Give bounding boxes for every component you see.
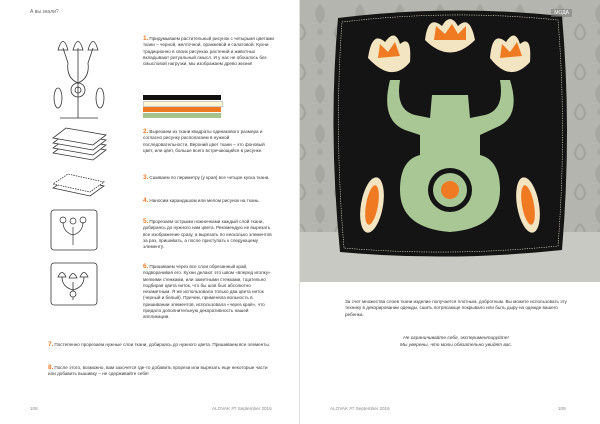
swatch-black: [143, 95, 221, 100]
step-2: 2.Вырезаем из ткани квадраты одинакового размера и согласно рисунку располагаем в нужной последовательности. Верхний цвет ткани – это фоновый цвет, или цвет, больше всего встречающийся в рисунке.: [143, 128, 265, 153]
step-4: 4.Наносим карандашом или мелом рисунок на ткань.: [143, 197, 260, 204]
step-7: 7.Постепенно прорезаем нужные слои ткани, добираясь до нужного цвета. Пришиваем все элементы.: [48, 341, 270, 348]
sketch-drawn-pattern: [48, 207, 103, 255]
step-6: 6.Пришиваем через все слои обрезанный край, подворачивая его. Кухни делают это швом «вперед иголку» мелкими стежками, или заметными стежками, тщательно подбирая цвета ниток, что бы шов был абсолютно незаметным. Я же использовала только два цвета ниток (черный и белый). Причем, применяла вольность в пришивании элементов, использовала «через край», что придало дополнительную декоративность нашей аппликации.: [143, 263, 271, 320]
section-tag: МОДА: [551, 9, 572, 17]
magazine-issue-left: ALOVAK #7 September 2016: [212, 406, 272, 411]
sketch-fabric-stack: [48, 125, 108, 165]
quote-line-1: Не ограничивайте себя, экспериментируйте!: [403, 336, 509, 341]
page-number-right: 109: [558, 406, 566, 411]
quote-line-2: Мы уверены, что молы обязательно увидят вас.: [399, 343, 513, 348]
magazine-issue-right: ALOVAK #7 September 2016: [330, 406, 390, 411]
sketch-tree-of-life: [48, 28, 118, 123]
section-header: А вы знали?: [30, 9, 59, 15]
closing-quote: [345, 335, 567, 349]
step-1: 1.Придумываем растительный рисунок с четырьмя цветами ткани – черной, желточной, оранжевой и салатовой. Кухни традиционно в своих рисунках растений и животных вкладывают ритуальный смысл. И у нас не обошлось без смысловой нагрузки, мы изображаем древо жизни!: [143, 35, 274, 67]
page-number-left: 108: [30, 406, 38, 411]
swatch-green: [143, 113, 221, 118]
step-5: 5.Прорезаем острыми ножничками каждый слой ткани, добираясь до нужного нам цвета. Рекомендую не вырезать все изображение сразу, а вырезать по несколько элементов за раз, пришивать, а после приступать к следующему элементу.: [143, 218, 272, 250]
cushion-photo: [300, 0, 600, 282]
swatch-orange: [143, 107, 221, 112]
sketch-sewn-stack: [48, 168, 108, 203]
step-8: 8.После этого, возможно, вам захочется где-то добавить прорези или вырезать еще некоторые части или добавить вышивку – не сдерживайте себя!: [48, 364, 268, 377]
photo-caption: За счет множества слоев ткани изделие получается плотным, добротным. Вы можете использовать эту технику в декорировании одежды, сшить потрясающе покрывало или быть дыру на одежде вашего ребенка.: [345, 299, 567, 317]
step-3: 3.Сшиваем по периметру (у края) все четыре куска ткани.: [143, 174, 270, 181]
sketch-cut-layers: [48, 260, 103, 310]
